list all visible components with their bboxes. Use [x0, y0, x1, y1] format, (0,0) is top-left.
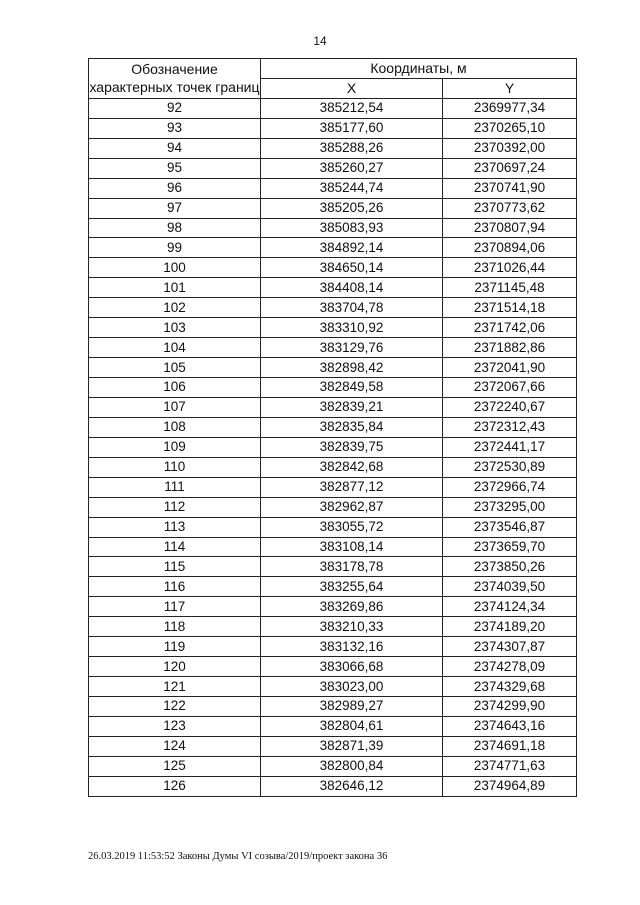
table-row	[89, 577, 577, 597]
point-number-cell: 103	[89, 318, 261, 338]
point-number-cell: 115	[89, 557, 261, 577]
table-row	[89, 756, 577, 776]
x-coordinate-cell: 383704,78	[261, 298, 443, 318]
point-number-cell: 110	[89, 457, 261, 477]
y-coordinate-cell: 2371742,06	[443, 318, 577, 338]
y-coordinate-cell: 2372041,90	[443, 358, 577, 378]
table-header	[89, 59, 577, 99]
point-number-cell: 125	[89, 756, 261, 776]
x-coordinate-cell: 385177,60	[261, 118, 443, 138]
x-coordinate-cell: 382871,39	[261, 736, 443, 756]
x-coordinate-cell: 382989,27	[261, 697, 443, 717]
header-x: X	[261, 78, 443, 98]
point-number-cell: 101	[89, 278, 261, 298]
header-y: Y	[443, 78, 577, 98]
point-number-cell: 122	[89, 697, 261, 717]
x-coordinate-cell: 384408,14	[261, 278, 443, 298]
x-coordinate-cell: 382835,84	[261, 417, 443, 437]
x-coordinate-cell: 382839,75	[261, 437, 443, 457]
table-row	[89, 258, 577, 278]
table-row	[89, 776, 577, 796]
y-coordinate-cell: 2370807,94	[443, 218, 577, 238]
x-coordinate-cell: 385212,54	[261, 98, 443, 118]
x-coordinate-cell: 382849,58	[261, 378, 443, 398]
table-row	[89, 637, 577, 657]
y-coordinate-cell: 2372312,43	[443, 417, 577, 437]
x-coordinate-cell: 384650,14	[261, 258, 443, 278]
point-number-cell: 126	[89, 776, 261, 796]
y-coordinate-cell: 2372441,17	[443, 437, 577, 457]
table-row	[89, 417, 577, 437]
y-coordinate-cell: 2371882,86	[443, 338, 577, 358]
table-row	[89, 736, 577, 756]
table-row	[89, 657, 577, 677]
x-coordinate-cell: 383210,33	[261, 617, 443, 637]
y-coordinate-cell: 2370741,90	[443, 178, 577, 198]
x-coordinate-cell: 383178,78	[261, 557, 443, 577]
x-coordinate-cell: 385244,74	[261, 178, 443, 198]
point-number-cell: 121	[89, 677, 261, 697]
table-row	[89, 437, 577, 457]
x-coordinate-cell: 385205,26	[261, 198, 443, 218]
point-number-cell: 117	[89, 597, 261, 617]
x-coordinate-cell: 383132,16	[261, 637, 443, 657]
table-row	[89, 517, 577, 537]
y-coordinate-cell: 2370392,00	[443, 138, 577, 158]
table-row	[89, 677, 577, 697]
x-coordinate-cell: 382800,84	[261, 756, 443, 776]
table-row	[89, 118, 577, 138]
table-row	[89, 238, 577, 258]
y-coordinate-cell: 2374278,09	[443, 657, 577, 677]
x-coordinate-cell: 382646,12	[261, 776, 443, 796]
table-row	[89, 198, 577, 218]
x-coordinate-cell: 385288,26	[261, 138, 443, 158]
y-coordinate-cell: 2373850,26	[443, 557, 577, 577]
y-coordinate-cell: 2372966,74	[443, 477, 577, 497]
point-number-cell: 106	[89, 378, 261, 398]
x-coordinate-cell: 383310,92	[261, 318, 443, 338]
y-coordinate-cell: 2373659,70	[443, 537, 577, 557]
point-number-cell: 108	[89, 417, 261, 437]
header-designation: Обозначение характерных точек границ	[89, 59, 261, 99]
table-row	[89, 617, 577, 637]
y-coordinate-cell: 2374964,89	[443, 776, 577, 796]
page-number: 14	[313, 34, 327, 48]
x-coordinate-cell: 383255,64	[261, 577, 443, 597]
x-coordinate-cell: 382962,87	[261, 497, 443, 517]
y-coordinate-cell: 2373546,87	[443, 517, 577, 537]
table-row	[89, 298, 577, 318]
table-row	[89, 557, 577, 577]
y-coordinate-cell: 2374643,16	[443, 716, 577, 736]
y-coordinate-cell: 2370894,06	[443, 238, 577, 258]
y-coordinate-cell: 2374124,34	[443, 597, 577, 617]
table-row	[89, 457, 577, 477]
y-coordinate-cell: 2374307,87	[443, 637, 577, 657]
point-number-cell: 100	[89, 258, 261, 278]
y-coordinate-cell: 2372067,66	[443, 378, 577, 398]
table-row	[89, 477, 577, 497]
table-row	[89, 218, 577, 238]
x-coordinate-cell: 382877,12	[261, 477, 443, 497]
y-coordinate-cell: 2371145,48	[443, 278, 577, 298]
point-number-cell: 94	[89, 138, 261, 158]
table-row	[89, 537, 577, 557]
point-number-cell: 104	[89, 338, 261, 358]
y-coordinate-cell: 2372530,89	[443, 457, 577, 477]
point-number-cell: 102	[89, 298, 261, 318]
y-coordinate-cell: 2374771,63	[443, 756, 577, 776]
point-number-cell: 109	[89, 437, 261, 457]
x-coordinate-cell: 383108,14	[261, 537, 443, 557]
point-number-cell: 113	[89, 517, 261, 537]
y-coordinate-cell: 2374691,18	[443, 736, 577, 756]
point-number-cell: 111	[89, 477, 261, 497]
x-coordinate-cell: 383023,00	[261, 677, 443, 697]
table-body	[89, 98, 577, 796]
y-coordinate-cell: 2374299,90	[443, 697, 577, 717]
table-row	[89, 98, 577, 118]
table-row	[89, 697, 577, 717]
x-coordinate-cell: 383269,86	[261, 597, 443, 617]
y-coordinate-cell: 2370265,10	[443, 118, 577, 138]
y-coordinate-cell: 2372240,67	[443, 397, 577, 417]
x-coordinate-cell: 382804,61	[261, 716, 443, 736]
table-row	[89, 338, 577, 358]
table-row	[89, 597, 577, 617]
point-number-cell: 105	[89, 358, 261, 378]
x-coordinate-cell: 383066,68	[261, 657, 443, 677]
y-coordinate-cell: 2373295,00	[443, 497, 577, 517]
point-number-cell: 120	[89, 657, 261, 677]
point-number-cell: 124	[89, 736, 261, 756]
table-row	[89, 358, 577, 378]
y-coordinate-cell: 2371026,44	[443, 258, 577, 278]
point-number-cell: 97	[89, 198, 261, 218]
y-coordinate-cell: 2374039,50	[443, 577, 577, 597]
table-row	[89, 178, 577, 198]
table-row	[89, 716, 577, 736]
point-number-cell: 116	[89, 577, 261, 597]
x-coordinate-cell: 382839,21	[261, 397, 443, 417]
point-number-cell: 119	[89, 637, 261, 657]
y-coordinate-cell: 2374189,20	[443, 617, 577, 637]
y-coordinate-cell: 2370773,62	[443, 198, 577, 218]
point-number-cell: 99	[89, 238, 261, 258]
coordinates-table	[88, 58, 577, 797]
x-coordinate-cell: 383129,76	[261, 338, 443, 358]
y-coordinate-cell: 2370697,24	[443, 158, 577, 178]
point-number-cell: 114	[89, 537, 261, 557]
point-number-cell: 93	[89, 118, 261, 138]
footer-stamp: 26.03.2019 11:53:52 Законы Думы VI созыва/2019/проект закона 36	[88, 851, 388, 862]
x-coordinate-cell: 382898,42	[261, 358, 443, 378]
table-row	[89, 318, 577, 338]
y-coordinate-cell: 2371514,18	[443, 298, 577, 318]
point-number-cell: 118	[89, 617, 261, 637]
y-coordinate-cell: 2374329,68	[443, 677, 577, 697]
point-number-cell: 123	[89, 716, 261, 736]
point-number-cell: 92	[89, 98, 261, 118]
x-coordinate-cell: 383055,72	[261, 517, 443, 537]
x-coordinate-cell: 385083,93	[261, 218, 443, 238]
table-row	[89, 378, 577, 398]
y-coordinate-cell: 2369977,34	[443, 98, 577, 118]
x-coordinate-cell: 385260,27	[261, 158, 443, 178]
point-number-cell: 107	[89, 397, 261, 417]
table-row	[89, 138, 577, 158]
x-coordinate-cell: 382842,68	[261, 457, 443, 477]
point-number-cell: 95	[89, 158, 261, 178]
point-number-cell: 112	[89, 497, 261, 517]
point-number-cell: 96	[89, 178, 261, 198]
table-row	[89, 397, 577, 417]
header-coordinates: Координаты, м	[261, 59, 577, 79]
table-row	[89, 278, 577, 298]
x-coordinate-cell: 384892,14	[261, 238, 443, 258]
point-number-cell: 98	[89, 218, 261, 238]
table-row	[89, 497, 577, 517]
table-row	[89, 158, 577, 178]
